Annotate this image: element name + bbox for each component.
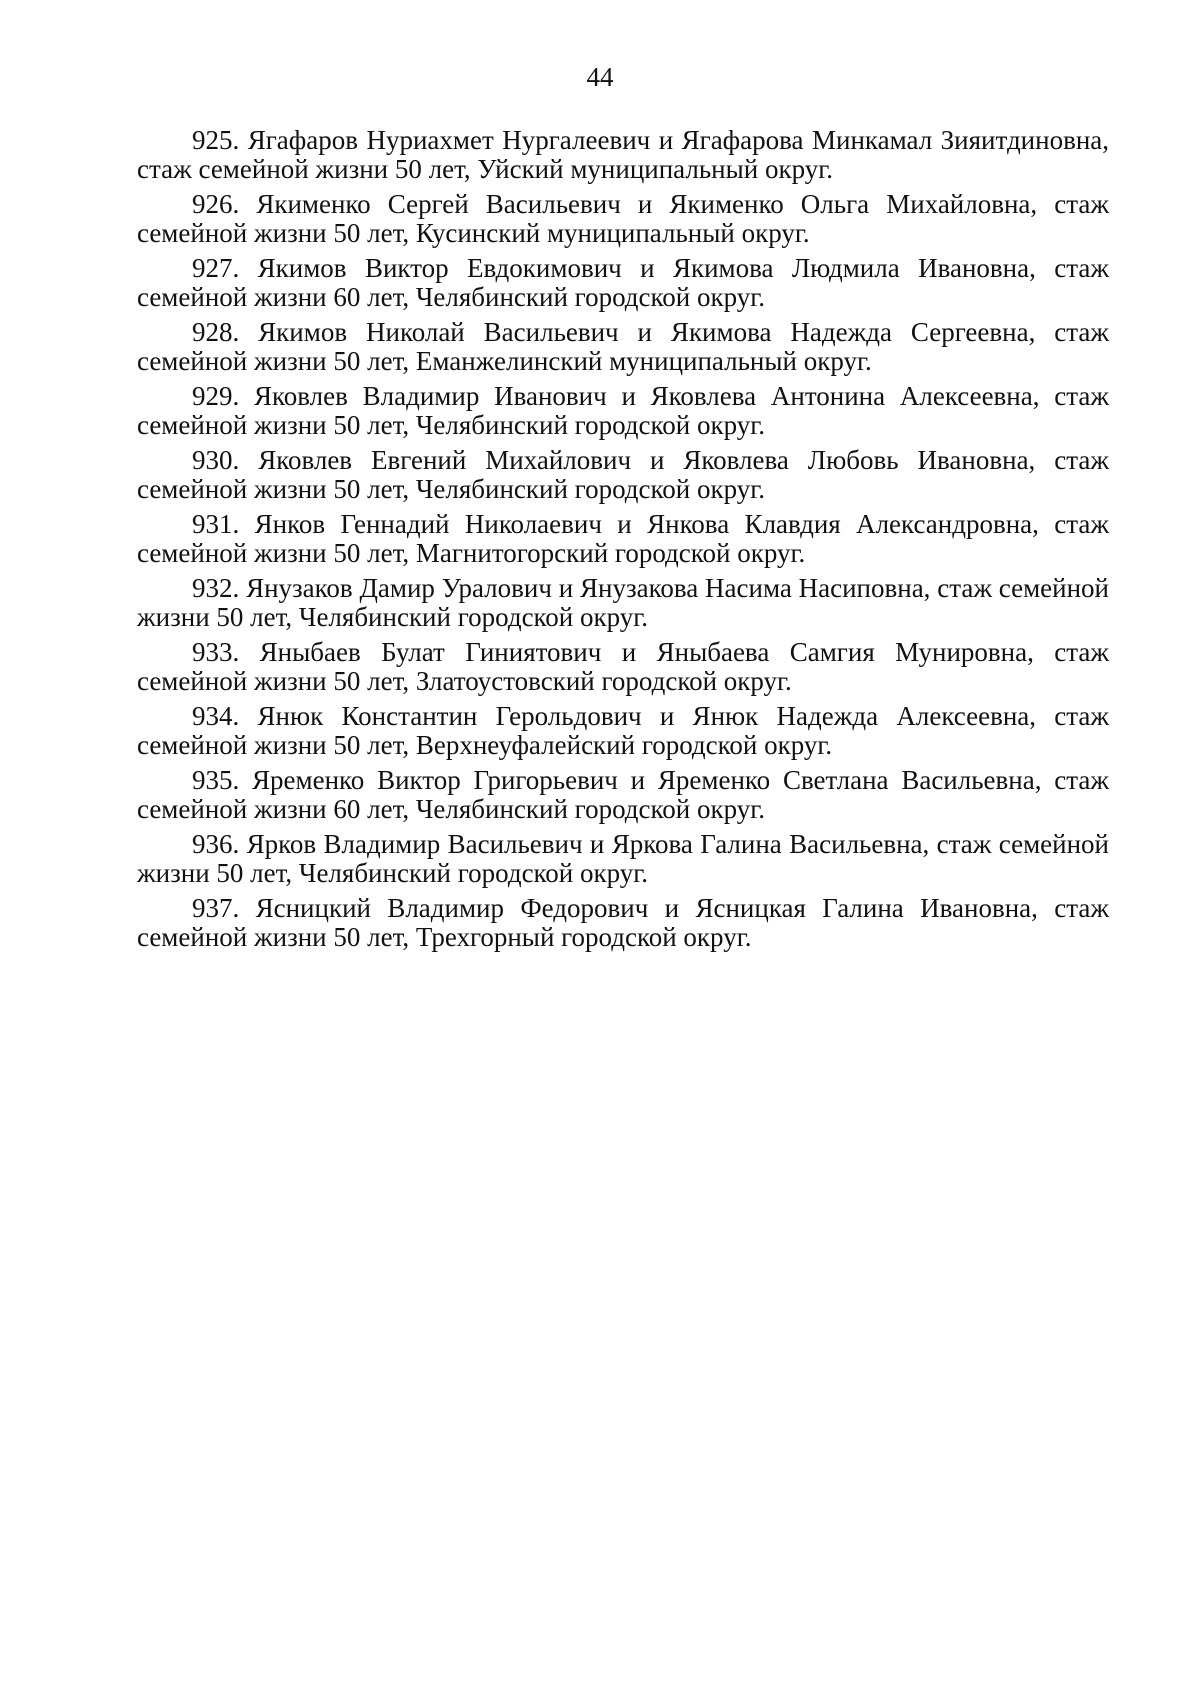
list-item — [137, 510, 1109, 568]
entry-number: 930. — [192, 445, 240, 475]
entry-text: Янков Геннадий Николаевич и Янкова Клавдия Александровна, стаж семейной жизни 50 лет, Магнитогорский городской округ. — [137, 509, 1110, 568]
entry-number: 931. — [192, 509, 240, 539]
entry-number: 926. — [192, 189, 240, 219]
entry-text: Янюк Константин Герольдович и Янюк Надежда Алексеевна, стаж семейной жизни 50 лет, Верхнеуфалейский городской округ. — [137, 701, 1110, 760]
list-item — [137, 574, 1109, 632]
entry-text: Янузаков Дамир Уралович и Янузакова Насима Насиповна, стаж семейной жизни 50 лет, Челябинский городской округ. — [137, 573, 1110, 632]
entry-text: Яковлев Владимир Иванович и Яковлева Антонина Алексеевна, стаж семейной жизни 50 лет, Челябинский городской округ. — [137, 381, 1109, 440]
list-item — [137, 126, 1109, 184]
entry-number: 935. — [192, 765, 240, 795]
entry-number: 937. — [192, 893, 240, 923]
entry-text: Якименко Сергей Васильевич и Якименко Ольга Михайловна, стаж семейной жизни 50 лет, Кусинский муниципальный округ. — [137, 189, 1109, 248]
entry-text: Яныбаев Булат Гиниятович и Яныбаева Самгия Мунировна, стаж семейной жизни 50 лет, Златоустовский городской округ. — [137, 637, 1110, 696]
entry-text: Яковлев Евгений Михайлович и Яковлева Любовь Ивановна, стаж семейной жизни 50 лет, Челябинский городской округ. — [137, 445, 1109, 504]
entry-text: Якимов Николай Васильевич и Якимова Надежда Сергеевна, стаж семейной жизни 50 лет, Еманжелинский муниципальный округ. — [137, 317, 1109, 376]
entry-number: 928. — [192, 317, 240, 347]
list-item — [137, 638, 1109, 696]
list-item — [137, 446, 1109, 504]
list-item — [137, 894, 1109, 952]
entry-text: Ясницкий Владимир Федорович и Ясницкая Галина Ивановна, стаж семейной жизни 50 лет, Трехгорный городской округ. — [137, 893, 1109, 952]
entry-number: 929. — [192, 381, 240, 411]
entry-text: Якимов Виктор Евдокимович и Якимова Людмила Ивановна, стаж семейной жизни 60 лет, Челябинский городской округ. — [137, 253, 1109, 312]
entry-number: 934. — [192, 701, 240, 731]
list-item — [137, 254, 1109, 312]
list-item — [137, 318, 1109, 376]
entry-number: 927. — [192, 253, 240, 283]
entry-text: Ягафаров Нуриахмет Нургалеевич и Ягафарова Минкамал Зияитдиновна, стаж семейной жизни 50 лет, Уйский муниципальный округ. — [137, 125, 1110, 184]
list-item — [137, 190, 1109, 248]
entry-text: Ярков Владимир Васильевич и Яркова Галина Васильевна, стаж семейной жизни 50 лет, Челябинский городской округ. — [137, 829, 1110, 888]
list-item — [137, 702, 1109, 760]
list-item — [137, 766, 1109, 824]
entry-number: 933. — [192, 637, 240, 667]
list-item — [137, 382, 1109, 440]
entry-number: 925. — [192, 125, 240, 155]
page-number: 44 — [586, 62, 614, 92]
entry-number: 932. — [192, 573, 240, 603]
entry-list — [137, 126, 1109, 958]
entry-number: 936. — [192, 829, 240, 859]
entry-text: Яременко Виктор Григорьевич и Яременко Светлана Васильевна, стаж семейной жизни 60 лет, Челябинский городской округ. — [137, 765, 1109, 824]
list-item — [137, 830, 1109, 888]
